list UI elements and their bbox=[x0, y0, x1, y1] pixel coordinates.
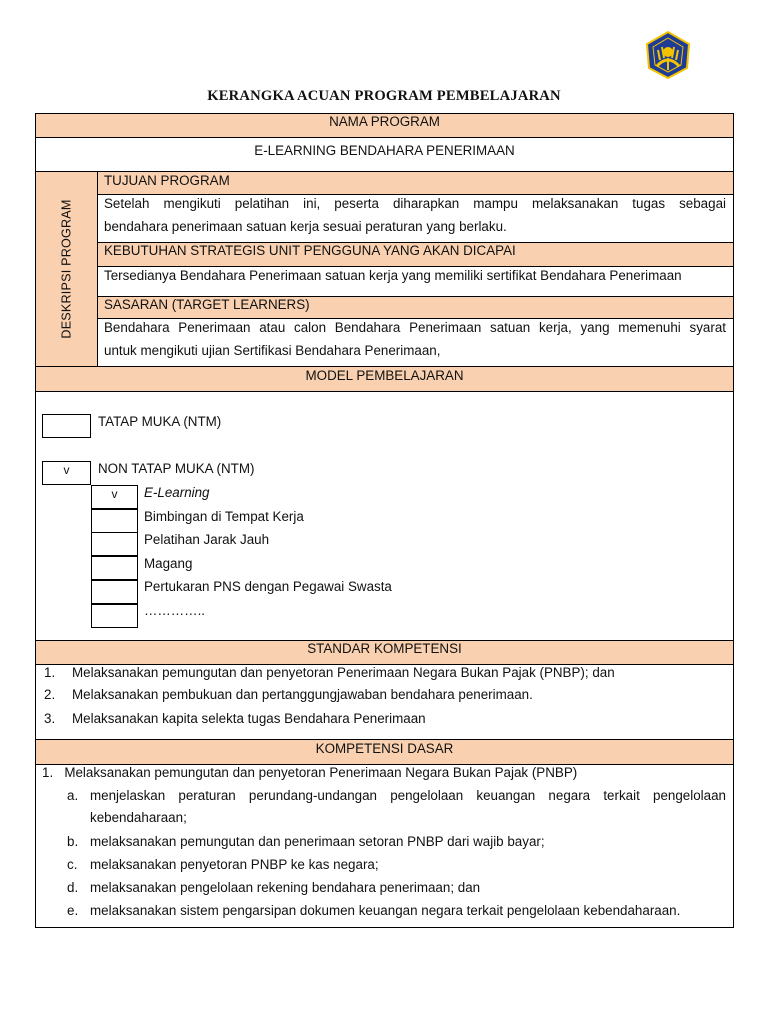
option-label-pertukaran: Pertukaran PNS dengan Pegawai Swasta bbox=[144, 579, 392, 594]
tujuan-text-line1: Setelah mengikuti pelatihan ini, peserta diharapkan mampu melaksanakan tugas sebagai bbox=[104, 196, 726, 211]
tujuan-header: TUJUAN PROGRAM bbox=[104, 173, 230, 188]
tatap-muka-label: TATAP MUKA (NTM) bbox=[98, 414, 222, 429]
kemenkeu-emblem-icon bbox=[643, 30, 693, 80]
dasar-sub-text: melaksanakan penyetoran PNBP ke kas negara; bbox=[90, 857, 379, 872]
rule bbox=[35, 739, 734, 740]
sasaran-text-line1: Bendahara Penerimaan atau calon Bendahara Penerimaan satuan kerja, yang memenuhi syarat bbox=[104, 320, 726, 335]
dasar-sub-text: melaksanakan pengelolaan rekening bendahara penerimaan; dan bbox=[90, 880, 481, 895]
dasar-sub-letter: b. bbox=[67, 834, 79, 849]
option-label-other: ………….. bbox=[144, 603, 206, 618]
program-name: E-LEARNING BENDAHARA PENERIMAAN bbox=[254, 143, 515, 158]
model-header: MODEL PEMBELAJARAN bbox=[305, 368, 464, 383]
dasar-sub-text: melaksanakan sistem pengarsipan dokumen keuangan negara terkait pengelolaan kebendaharaan. bbox=[90, 903, 681, 918]
non-tatap-muka-mark: v bbox=[63, 463, 70, 477]
standar-item-num: 3. bbox=[44, 711, 56, 726]
option-checkbox-magang[interactable] bbox=[91, 556, 138, 580]
rule bbox=[35, 137, 734, 138]
deskripsi-program-label: DESKRIPSI PROGRAM bbox=[59, 199, 74, 339]
option-label-bimbingan: Bimbingan di Tempat Kerja bbox=[144, 509, 304, 524]
dasar-sub-text: kebendaharaan; bbox=[90, 810, 187, 825]
dasar-sub-text: melaksanakan pemungutan dan penerimaan setoran PNBP dari wajib bayar; bbox=[90, 834, 545, 849]
rule bbox=[35, 366, 734, 367]
standar-item-text: Melaksanakan pemungutan dan penyetoran Penerimaan Negara Bukan Pajak (PNBP); dan bbox=[72, 665, 615, 680]
dasar-item-1: 1. Melaksanakan pemungutan dan penyetoran Penerimaan Negara Bukan Pajak (PNBP) bbox=[42, 765, 578, 780]
dasar-sub-letter: d. bbox=[67, 880, 79, 895]
nama-program-header: NAMA PROGRAM bbox=[329, 114, 440, 129]
dasar-header: KOMPETENSI DASAR bbox=[315, 741, 454, 756]
rule bbox=[97, 194, 734, 195]
dasar-sub-text: menjelaskan peraturan perundang-undangan pengelolaan keuangan negara terkait pengelolaan bbox=[90, 788, 726, 803]
option-label-elearning: E-Learning bbox=[144, 485, 210, 500]
kebutuhan-text: Tersedianya Bendahara Penerimaan satuan kerja yang memiliki sertifikat Bendahara Penerimaan bbox=[104, 268, 682, 283]
document-title: KERANGKA ACUAN PROGRAM PEMBELAJARAN bbox=[207, 88, 561, 104]
tujuan-text-line2: bendahara penerimaan satuan kerja sesuai peraturan yang berlaku. bbox=[104, 219, 507, 234]
standar-header: STANDAR KOMPETENSI bbox=[307, 641, 462, 656]
dasar-sub-letter: c. bbox=[67, 857, 78, 872]
option-label-magang: Magang bbox=[144, 556, 193, 571]
rule bbox=[97, 266, 734, 267]
tatap-muka-checkbox[interactable] bbox=[42, 414, 91, 438]
option-checkbox-bimbingan[interactable] bbox=[91, 509, 138, 533]
sasaran-text-line2: untuk mengikuti ujian Sertifikasi Bendahara Penerimaan, bbox=[104, 343, 441, 358]
sasaran-header: SASARAN (TARGET LEARNERS) bbox=[104, 297, 310, 312]
standar-item-num: 2. bbox=[44, 687, 56, 702]
non-tatap-muka-label: NON TATAP MUKA (NTM) bbox=[98, 461, 255, 476]
dasar-sub-letter: e. bbox=[67, 903, 79, 918]
rule bbox=[35, 171, 734, 172]
kebutuhan-header: KEBUTUHAN STRATEGIS UNIT PENGGUNA YANG AKAN DICAPAI bbox=[104, 243, 516, 258]
rule bbox=[97, 171, 98, 366]
standar-item-text: Melaksanakan pembukuan dan pertanggungjawaban bendahara penerimaan. bbox=[72, 687, 533, 702]
standar-item-num: 1. bbox=[44, 665, 56, 680]
option-label-pelatihan-jarak-jauh: Pelatihan Jarak Jauh bbox=[144, 532, 270, 547]
option-mark-elearning: v bbox=[111, 487, 118, 501]
rule bbox=[97, 318, 734, 319]
option-checkbox-pertukaran[interactable] bbox=[91, 580, 138, 604]
dasar-sub-letter: a. bbox=[67, 788, 79, 803]
option-checkbox-other[interactable] bbox=[91, 604, 138, 628]
program-table bbox=[35, 113, 734, 928]
standar-item-text: Melaksanakan kapita selekta tugas Bendahara Penerimaan bbox=[72, 711, 426, 726]
option-checkbox-pelatihan-jarak-jauh[interactable] bbox=[91, 532, 138, 556]
rule bbox=[35, 391, 734, 392]
